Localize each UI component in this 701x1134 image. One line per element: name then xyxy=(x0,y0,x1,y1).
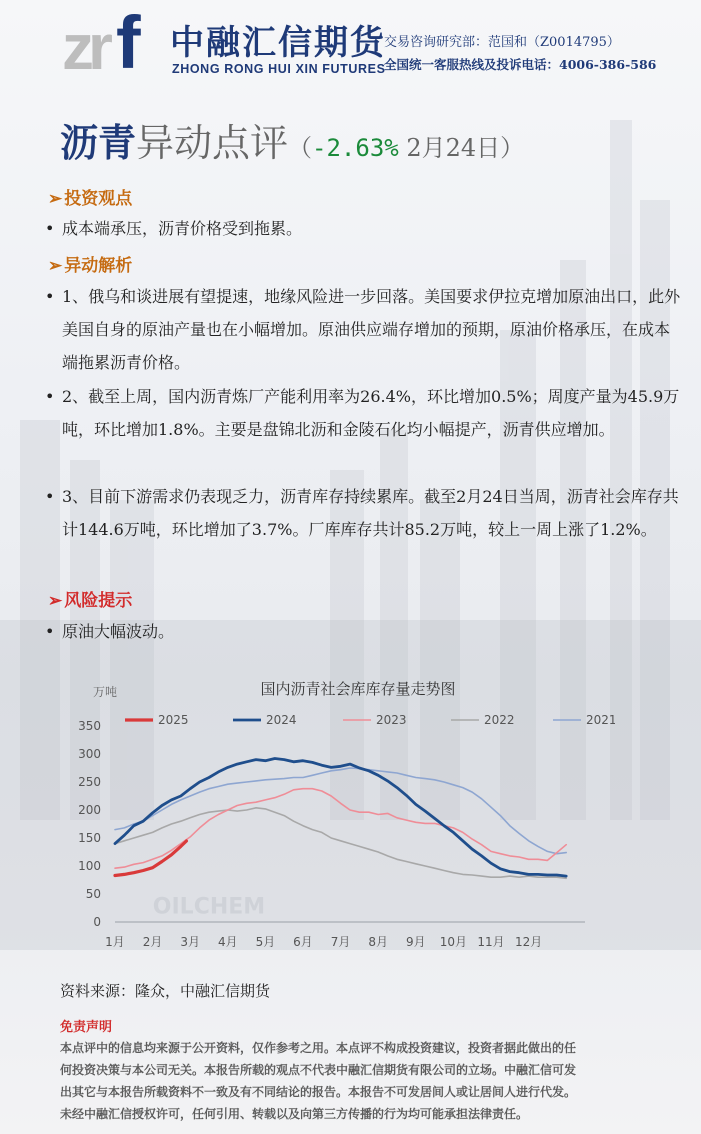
brand-name-cn: 中融汇信期货 xyxy=(170,23,386,63)
bullet-icon: • xyxy=(45,219,55,238)
x-tick-label: 3月 xyxy=(180,935,201,949)
x-tick-label: 5月 xyxy=(255,935,276,949)
x-tick-label: 10月 xyxy=(439,935,468,949)
hotline: 全国统一客服热线及投诉电话：4006-386-586 xyxy=(384,57,657,72)
disclaimer-line: 未经中融汇信授权许可，任何引用、转载以及向第三方传播的行为均可能承担法律责任。 xyxy=(60,1107,529,1121)
analysis-item-1: • 1、俄乌和谈进展有望提速，地缘风险进一步回落。美国要求伊拉克增加原油出口，此外美国自身的原油产量也在小幅增加。原油供应端存增加的预期，原油价格承压，在成本端拖累沥青价格。 xyxy=(45,280,685,379)
y-tick-label: 200 xyxy=(78,803,101,817)
arrow-icon: ➢ xyxy=(48,591,63,611)
chart-watermark: OILCHEM xyxy=(152,894,266,920)
legend-label-2023: 2023 xyxy=(376,713,407,727)
analysis-item-2: • 2、截至上周，国内沥青炼厂产能利用率为26.4%，环比增加0.5%；周度产量为45.9万吨，环比增加1.8%。主要是盘锦北沥和金陵石化均小幅提产，沥青供应增加。 xyxy=(45,380,685,446)
header-contact xyxy=(384,32,694,76)
title-change: -2.63% xyxy=(312,134,399,162)
y-tick-label: 150 xyxy=(78,831,101,845)
header xyxy=(0,0,701,100)
research-dept: 交易咨询研究部：范国和（Z0014795） xyxy=(384,35,620,50)
disclaimer-title: 免责声明 xyxy=(60,1020,113,1035)
series-line-2024 xyxy=(115,759,566,877)
legend-label-2024: 2024 xyxy=(266,713,297,727)
legend-label-2022: 2022 xyxy=(484,713,515,727)
risk-item: • 原油大幅波动。 xyxy=(45,615,685,648)
section-analysis-heading: ➢ 异动解析 xyxy=(48,256,133,276)
chart-svg xyxy=(75,672,615,957)
series-line-2023 xyxy=(115,789,566,869)
section-risk-heading: ➢ 风险提示 xyxy=(48,591,133,611)
x-tick-label: 9月 xyxy=(405,935,426,949)
disclaimer-line: 本点评中的信息均来源于公开资料，仅作参考之用。本点评不构成投资建议，投资者据此做出的任 xyxy=(60,1041,577,1055)
disclaimer-line: 何投资决策与本公司无关。本报告所载的观点不代表中融汇信期货有限公司的立场。中融汇信可发 xyxy=(60,1063,577,1077)
y-tick-label: 0 xyxy=(93,915,101,929)
x-tick-label: 11月 xyxy=(477,935,505,949)
x-tick-label: 2月 xyxy=(142,935,163,949)
title-open: （ xyxy=(288,134,313,162)
x-tick-label: 6月 xyxy=(293,935,313,949)
bullet-icon: • xyxy=(45,487,55,506)
logo-mark: zr xyxy=(62,11,107,83)
bullet-icon: • xyxy=(45,622,55,641)
brand-name-en: ZHONG RONG HUI XIN FUTURES xyxy=(172,62,386,76)
arrow-icon: ➢ xyxy=(48,189,63,209)
title-date: 2月24日） xyxy=(398,134,525,162)
view-item: • 成本端承压，沥青价格受到拖累。 xyxy=(45,212,685,245)
x-tick-label: 12月 xyxy=(514,935,543,949)
x-tick-label: 7月 xyxy=(330,935,351,949)
bullet-icon: • xyxy=(45,387,55,406)
legend-label-2025: 2025 xyxy=(158,713,189,727)
y-tick-label: 250 xyxy=(78,775,101,789)
disclaimer-body xyxy=(60,1037,695,1125)
x-tick-label: 1月 xyxy=(105,935,125,949)
data-source: 资料来源：隆众，中融汇信期货 xyxy=(60,982,271,1000)
chart-title: 国内沥青社会库库存量走势图 xyxy=(260,680,456,698)
y-tick-label: 350 xyxy=(78,719,101,733)
inventory-chart xyxy=(75,672,615,957)
x-tick-label: 8月 xyxy=(368,935,389,949)
title-kind: 异动点评 xyxy=(136,121,289,165)
page-title xyxy=(60,118,700,176)
disclaimer-line: 出其它与本报告所载资料不一致及有不同结论的报告。本报告不可发居间人或让居间人进行代发。 xyxy=(60,1085,577,1099)
title-product: 沥青 xyxy=(60,121,137,165)
arrow-icon: ➢ xyxy=(48,256,63,276)
y-tick-label: 100 xyxy=(78,859,101,873)
y-axis-label: 万吨 xyxy=(93,685,118,699)
bullet-icon: • xyxy=(45,287,55,306)
section-view-heading: ➢ 投资观点 xyxy=(48,189,133,209)
series-line-2025 xyxy=(115,841,186,876)
y-tick-label: 300 xyxy=(78,747,101,761)
legend-label-2021: 2021 xyxy=(586,713,615,727)
analysis-item-3: • 3、目前下游需求仍表现乏力，沥青库存持续累库。截至2月24日当周，沥青社会库存共计144.6万吨，环比增加了3.7%。厂库库存共计85.2万吨，较上一周上涨了1.2%。 xyxy=(45,480,685,546)
logo-mark-f: f xyxy=(116,1,141,84)
y-tick-label: 50 xyxy=(85,887,101,901)
x-tick-label: 4月 xyxy=(217,935,238,949)
